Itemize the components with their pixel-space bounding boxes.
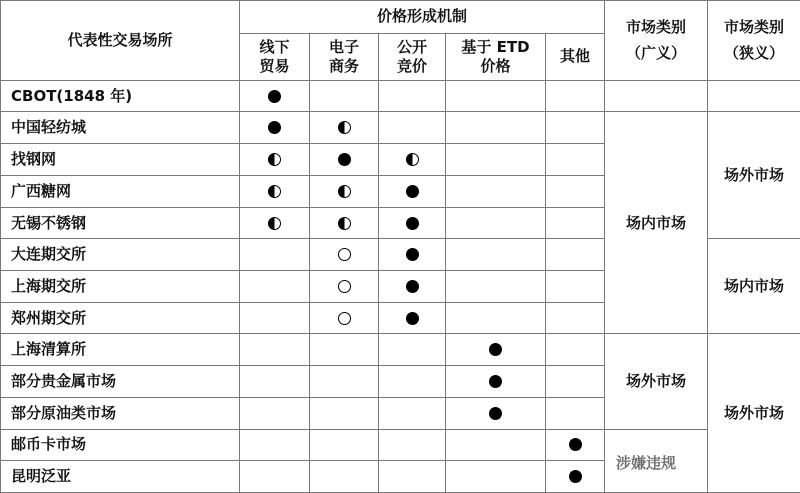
mark-cell bbox=[310, 80, 379, 112]
venue-name: 郑州期交所 bbox=[1, 302, 240, 334]
filled-circle-icon bbox=[569, 438, 582, 451]
header-offline-trade: 线下 贸易 bbox=[240, 33, 310, 80]
filled-circle-icon bbox=[489, 407, 502, 420]
filled-circle-icon bbox=[268, 121, 281, 134]
header-narrow-category bbox=[708, 1, 800, 81]
filled-circle-icon bbox=[406, 312, 419, 325]
mark-cell bbox=[546, 429, 605, 461]
mark-cell bbox=[310, 334, 379, 366]
header-open-bidding: 公开 竞价 bbox=[379, 33, 446, 80]
mark-cell bbox=[546, 144, 605, 176]
filled-circle-icon bbox=[406, 185, 419, 198]
header-price-mechanism: 价格形成机制 bbox=[240, 1, 605, 34]
mark-cell bbox=[310, 144, 379, 176]
mark-cell bbox=[446, 207, 546, 239]
mark-cell bbox=[240, 461, 310, 493]
mark-cell bbox=[310, 175, 379, 207]
narrow-outside-market-bottom: 场外市场 bbox=[708, 334, 800, 493]
mark-cell bbox=[240, 270, 310, 302]
illegal-watermark-label: 涉嫌违规 bbox=[616, 454, 677, 472]
mark-cell bbox=[240, 175, 310, 207]
half-circle-icon bbox=[338, 121, 351, 134]
venue-name: 找钢网 bbox=[1, 144, 240, 176]
mark-cell bbox=[310, 366, 379, 398]
narrow-outside-market-top: 场外市场 bbox=[708, 112, 800, 239]
mark-cell bbox=[310, 270, 379, 302]
venue-name: 上海期交所 bbox=[1, 270, 240, 302]
mark-cell bbox=[379, 270, 446, 302]
mark-cell bbox=[379, 175, 446, 207]
filled-circle-icon bbox=[489, 375, 502, 388]
narrow-inside-market: 场内市场 bbox=[708, 239, 800, 334]
mark-cell bbox=[379, 366, 446, 398]
mark-cell bbox=[446, 80, 546, 112]
half-circle-icon bbox=[406, 153, 419, 166]
header-broad-category bbox=[605, 1, 708, 81]
filled-circle-icon bbox=[406, 217, 419, 230]
mark-cell bbox=[546, 112, 605, 144]
mark-cell bbox=[546, 239, 605, 271]
mark-cell bbox=[446, 334, 546, 366]
mark-cell bbox=[379, 302, 446, 334]
mark-cell bbox=[379, 397, 446, 429]
mark-cell bbox=[546, 302, 605, 334]
mark-cell bbox=[379, 80, 446, 112]
header-etd-price: 基于 ETD 价格 bbox=[446, 33, 546, 80]
mark-cell bbox=[379, 144, 446, 176]
mark-cell bbox=[546, 207, 605, 239]
filled-circle-icon bbox=[268, 90, 281, 103]
mark-cell bbox=[546, 270, 605, 302]
header-ecommerce: 电子 商务 bbox=[310, 33, 379, 80]
mark-cell bbox=[446, 239, 546, 271]
mark-cell bbox=[446, 366, 546, 398]
venue-name: 昆明泛亚 bbox=[1, 461, 240, 493]
half-circle-icon bbox=[338, 217, 351, 230]
half-circle-icon bbox=[268, 185, 281, 198]
filled-circle-icon bbox=[569, 470, 582, 483]
mark-cell bbox=[379, 207, 446, 239]
half-circle-icon bbox=[268, 153, 281, 166]
mark-cell bbox=[310, 207, 379, 239]
mark-cell bbox=[240, 207, 310, 239]
mark-cell bbox=[446, 397, 546, 429]
open-circle-icon bbox=[338, 280, 351, 293]
half-circle-icon bbox=[268, 217, 281, 230]
mark-cell bbox=[240, 302, 310, 334]
mark-cell bbox=[240, 334, 310, 366]
mark-cell bbox=[446, 270, 546, 302]
mark-cell bbox=[240, 144, 310, 176]
filled-circle-icon bbox=[406, 248, 419, 261]
mark-cell bbox=[310, 239, 379, 271]
mark-cell bbox=[379, 239, 446, 271]
mark-cell bbox=[240, 112, 310, 144]
mark-cell bbox=[240, 366, 310, 398]
venue-name: 无锡不锈钢 bbox=[1, 207, 240, 239]
broad-cell-empty bbox=[605, 80, 708, 112]
venue-name: CBOT(1848 年) bbox=[1, 80, 240, 112]
header-narrow-line2: （狭义） bbox=[723, 44, 784, 63]
venue-name: 上海清算所 bbox=[1, 334, 240, 366]
mark-cell bbox=[546, 80, 605, 112]
venue-name: 邮币卡市场 bbox=[1, 429, 240, 461]
mark-cell bbox=[240, 80, 310, 112]
mark-cell bbox=[310, 461, 379, 493]
broad-inside-market: 场内市场 bbox=[605, 112, 708, 334]
narrow-cell-empty bbox=[708, 80, 800, 112]
filled-circle-icon bbox=[489, 343, 502, 356]
mark-cell bbox=[310, 397, 379, 429]
mark-cell bbox=[446, 112, 546, 144]
mark-cell bbox=[310, 112, 379, 144]
mark-cell bbox=[379, 334, 446, 366]
mark-cell bbox=[446, 144, 546, 176]
filled-circle-icon bbox=[406, 280, 419, 293]
mark-cell bbox=[546, 461, 605, 493]
header-broad-line1: 市场类别 bbox=[625, 17, 686, 36]
mark-cell bbox=[240, 397, 310, 429]
mark-cell bbox=[546, 366, 605, 398]
mark-cell bbox=[310, 429, 379, 461]
filled-circle-icon bbox=[338, 153, 351, 166]
venue-name: 广西糖网 bbox=[1, 175, 240, 207]
mark-cell bbox=[446, 429, 546, 461]
venue-name: 中国轻纺城 bbox=[1, 112, 240, 144]
half-circle-icon bbox=[338, 185, 351, 198]
mark-cell bbox=[546, 334, 605, 366]
mark-cell bbox=[546, 175, 605, 207]
mark-cell bbox=[240, 239, 310, 271]
header-venue: 代表性交易场所 bbox=[1, 1, 240, 81]
mark-cell bbox=[379, 112, 446, 144]
mark-cell bbox=[446, 302, 546, 334]
open-circle-icon bbox=[338, 312, 351, 325]
header-broad-line2: （广义） bbox=[625, 44, 686, 63]
mark-cell bbox=[240, 429, 310, 461]
venue-name: 部分原油类市场 bbox=[1, 397, 240, 429]
header-other: 其他 bbox=[546, 33, 605, 80]
mark-cell bbox=[446, 175, 546, 207]
mark-cell bbox=[310, 302, 379, 334]
open-circle-icon bbox=[338, 248, 351, 261]
mark-cell bbox=[546, 397, 605, 429]
venue-name: 大连期交所 bbox=[1, 239, 240, 271]
mark-cell bbox=[446, 461, 546, 493]
venue-name: 部分贵金属市场 bbox=[1, 366, 240, 398]
broad-outside-market: 场外市场 bbox=[605, 334, 708, 429]
mark-cell bbox=[379, 429, 446, 461]
header-narrow-line1: 市场类别 bbox=[723, 17, 784, 36]
mark-cell bbox=[379, 461, 446, 493]
